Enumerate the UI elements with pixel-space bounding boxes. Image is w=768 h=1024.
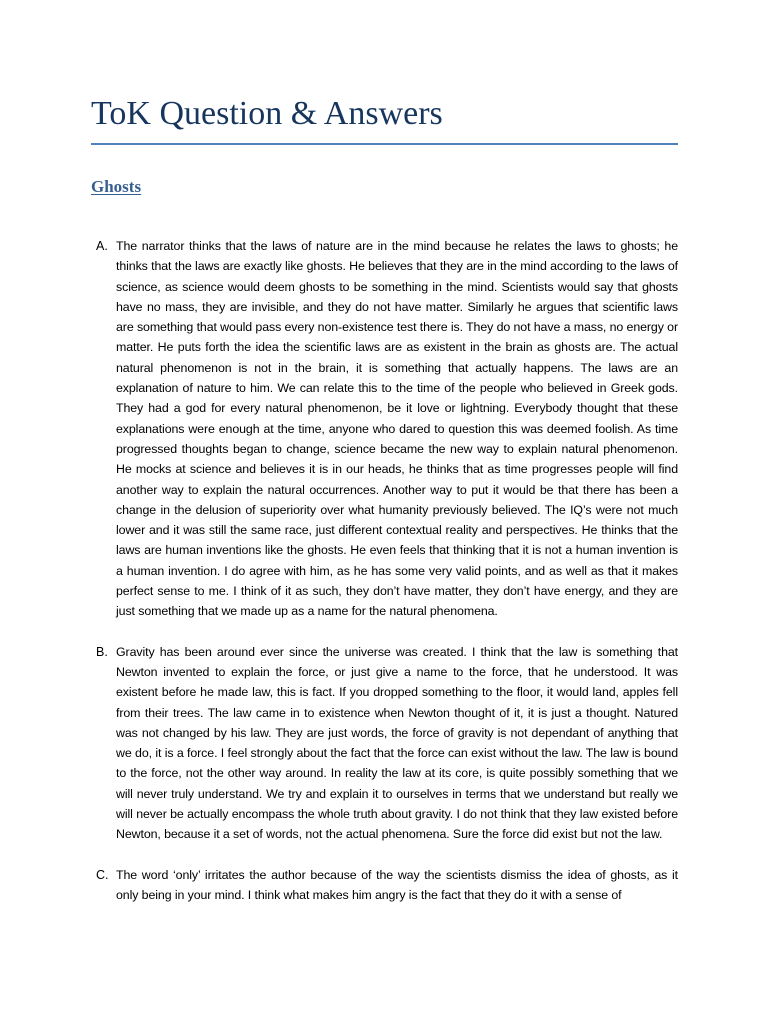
answer-item-a <box>91 236 678 622</box>
answer-item-c <box>91 865 678 906</box>
answer-text: The word ‘only’ irritates the author because of the way the scientists dismiss the idea of ghosts, as it only being in your mind. I think what makes him angry is the fact that they do it with a sense of <box>116 867 678 902</box>
answers-list <box>91 236 678 925</box>
document-title: ToK Question & Answers <box>91 95 443 132</box>
title-underline-rule <box>91 143 678 145</box>
answer-marker: A. <box>96 239 108 253</box>
answer-marker: C. <box>96 867 109 882</box>
section-heading-ghosts: Ghosts <box>91 177 142 196</box>
answer-text: Gravity has been around ever since the universe was created. I think that the law is something that Newton invented to explain the force, or just give a name to the force, that he understood. It was existent before he made law, this is fact. If you dropped something to the floor, it would land, apples fell from their trees. The law came in to existence when Newton thought of it, it is just a thought. Natured was not changed by his law. They are just words, the force of gravity is not dependant of anything that we do, it is a force. I feel strongly about the fact that the force can exist without the law. The law is bound to the force, not the other way around. In reality the law at its core, is quite possibly something that we will never truly understand. We try and explain it to ourselves in terms that we understand but really we will never be actually encompass the whole truth about gravity. I do not think that they law existed before Newton, because it a set of words, not the actual phenomena. Sure the force did exist but not the law. <box>116 644 678 842</box>
answer-marker: B. <box>96 644 108 659</box>
answer-text: The narrator thinks that the laws of nature are in the mind because he relates the laws to ghosts; he thinks that the laws are exactly like ghosts. He believes that they are in the mind according to the laws of science, as science would deem ghosts to be something in the mind. Scientists would say that ghosts have no mass, they are invisible, and they do not have matter. Similarly he argues that scientific laws are something that would pass every non-existence test there is. They do not have a mass, no energy or matter. He puts forth the idea the scientific laws are as existent in the brain as ghosts are. The actual natural phenomenon is not in the brain, it is something that actually happens. The laws are an explanation of nature to him. We can relate this to the time of the people who believed in Greek gods. They had a god for every natural phenomenon, be it love or lightning. Everybody thought that these explanations were enough at the time, anyone who dared to question this was deemed foolish. As time progressed thoughts began to change, science became the new way to explain natural phenomenon. He mocks at science and believes it is in our heads, he thinks that as time progresses people will find another way to explain the natural occurrences. Another way to put it would be that there has been a change in the delusion of superiority over what humanity previously believed. The IQ’s were not much lower and it was still the same race, just different contextual reality and perspectives. He thinks that the laws are human inventions like the ghosts. He even feels that thinking that it is not a human invention is a human invention. I do agree with him, as he has some very valid points, and as well as that it makes perfect sense to me. I think of it as such, they don’t have matter, they don’t have energy, and they are just something that we made up as a name for the natural phenomena. <box>116 239 678 619</box>
answer-item-b <box>91 642 678 845</box>
